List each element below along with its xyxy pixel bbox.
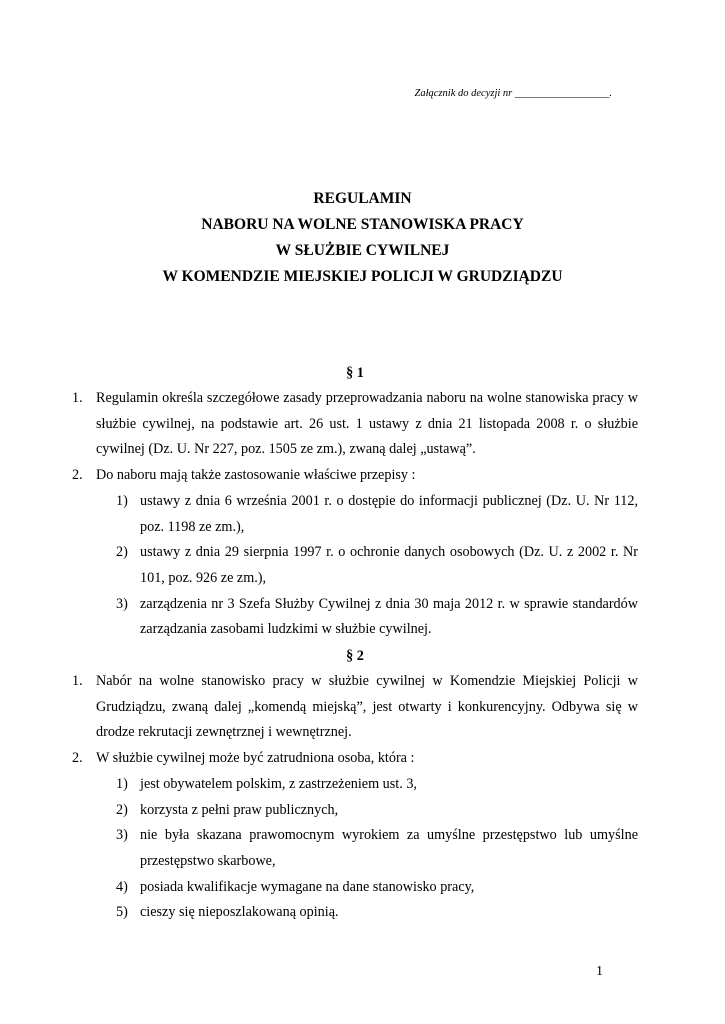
item-number: 2. <box>72 467 83 484</box>
item-number: 1. <box>72 390 83 406</box>
subitem-text: ustawy z dnia 29 sierpnia 1997 r. o ochronie danych osobowych (Dz. U. z 2002 r. Nr 101, poz. 926 ze zm.), <box>140 544 638 586</box>
subitem-text: korzysta z pełni praw publicznych, <box>140 801 339 818</box>
subitem-text: zarządzenia nr 3 Szefa Służby Cywilnej z dnia 30 maja 2012 r. w sprawie standardów zarządzania zasobami ludzkimi w służbie cywilnej. <box>140 595 638 638</box>
title-line: W KOMENDZIE MIEJSKIEJ POLICJI W GRUDZIĄDZU <box>162 268 563 285</box>
sub-list-item <box>72 540 638 591</box>
subitem-number: 1) <box>116 492 128 509</box>
sub-list-item <box>72 489 638 540</box>
subitem-number: 5) <box>116 904 128 921</box>
sub-list-item <box>72 772 638 798</box>
item-text: Regulamin określa szczegółowe zasady przeprowadzania naboru na wolne stanowiska pracy w służbie cywilnej, na podstawie art. 26 ust. 1 ustawy z dnia 21 listopada 2008 r. o służbie cywilnej (Dz. U. Nr 227, poz. 1505 ze zm.), zwaną dalej „ustawą”. <box>96 390 638 458</box>
sub-list-item <box>72 875 638 901</box>
section-mark-1: § 1 <box>346 365 364 381</box>
attachment-note: Załącznik do decyzji nr __________________. <box>414 88 612 99</box>
item-text: W służbie cywilnej może być zatrudniona osoba, która : <box>96 750 415 767</box>
item-number: 1. <box>72 673 83 690</box>
sub-list-item <box>72 592 638 643</box>
title-line: NABORU NA WOLNE STANOWISKA PRACY <box>201 216 524 233</box>
subitem-number: 2) <box>116 544 128 561</box>
title-line: REGULAMIN <box>313 190 412 207</box>
subitem-number: 2) <box>116 801 128 818</box>
subitem-text: posiada kwalifikacje wymagane na dane stanowisko pracy, <box>140 878 475 895</box>
list-item <box>72 746 638 772</box>
subitem-text: cieszy się nieposzlakowaną opinią. <box>140 904 339 921</box>
subitem-number: 3) <box>116 827 128 844</box>
document-body <box>72 360 638 926</box>
list-item <box>72 669 638 746</box>
subitem-number: 4) <box>116 878 128 895</box>
title-line: W SŁUŻBIE CYWILNEJ <box>275 242 450 259</box>
list-item <box>72 463 638 489</box>
page-number: 1 <box>596 964 603 979</box>
subitem-number: 1) <box>116 775 128 792</box>
document-title <box>0 186 725 290</box>
sub-list-item <box>72 798 638 824</box>
list-item <box>72 386 638 463</box>
sub-list-item <box>72 823 638 874</box>
subitem-text: ustawy z dnia 6 września 2001 r. o dostępie do informacji publicznej (Dz. U. Nr 112, poz. 1198 ze zm.), <box>140 492 638 535</box>
item-text: Nabór na wolne stanowisko pracy w służbie cywilnej w Komendzie Miejskiej Policji w Grudziądzu, zwaną dalej „komendą miejską”, jest otwarty i konkurencyjny. Odbywa się w drodze rekrutacji zewnętrznej i wewnętrznej. <box>96 673 638 741</box>
item-number: 2. <box>72 750 83 767</box>
section-mark-2: § 2 <box>346 648 364 665</box>
subitem-text: nie była skazana prawomocnym wyrokiem za umyślne przestępstwo lub umyślne przestępstwo skarbowe, <box>140 827 638 869</box>
subitem-text: jest obywatelem polskim, z zastrzeżeniem ust. 3, <box>140 775 417 792</box>
sub-list-item <box>72 900 638 926</box>
item-text: Do naboru mają także zastosowanie właściwe przepisy : <box>96 467 416 484</box>
subitem-number: 3) <box>116 595 128 612</box>
